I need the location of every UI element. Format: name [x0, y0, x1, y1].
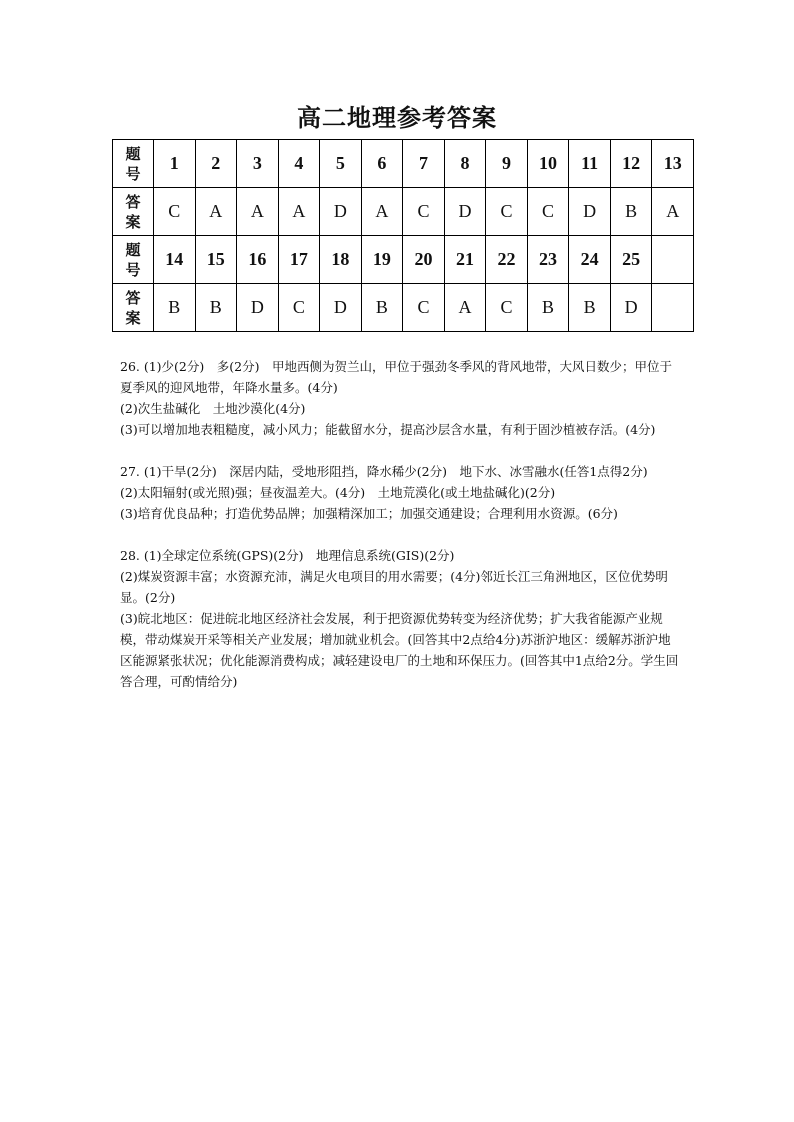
answer-28 [120, 545, 682, 692]
answer-cell: C [403, 284, 445, 332]
question-number-cell: 4 [278, 140, 320, 188]
answer-cell: C [486, 284, 528, 332]
row-header-answer: 答 案 [113, 284, 154, 332]
question-number-cell: 25 [610, 236, 652, 284]
question-number-cell: 3 [237, 140, 279, 188]
question-number-cell: 16 [237, 236, 279, 284]
answer-cell: D [320, 188, 362, 236]
answer-27-part-2: (2)太阳辐射(或光照)强；昼夜温差大。(4分) 土地荒漠化(或土地盐碱化)(2分) [120, 485, 556, 500]
answer-cell: C [403, 188, 445, 236]
question-number-cell: 11 [569, 140, 611, 188]
answer-cell: C [278, 284, 320, 332]
answer-cell: A [361, 188, 403, 236]
question-number-row [113, 236, 694, 284]
spacer [120, 440, 682, 461]
answer-row [113, 284, 694, 332]
question-number-cell: 22 [486, 236, 528, 284]
answer-cell: A [195, 188, 237, 236]
question-number-cell: 9 [486, 140, 528, 188]
answer-27 [120, 461, 682, 524]
question-number-cell: 19 [361, 236, 403, 284]
answer-26-part-1: 26. (1)少(2分) 多(2分) 甲地西侧为贺兰山，甲位于强劲冬季风的背风地带，大风日数少；甲位于夏季风的迎风地带，年降水量多。(4分) [120, 359, 672, 395]
question-number-cell: 2 [195, 140, 237, 188]
answer-cell: B [361, 284, 403, 332]
question-number-cell [652, 236, 694, 284]
answer-cell: C [486, 188, 528, 236]
answer-row [113, 188, 694, 236]
answer-27-part-1: 27. (1)干旱(2分) 深居内陆，受地形阻挡，降水稀少(2分) 地下水、冰雪融水(任答1点得2分) [120, 464, 648, 479]
question-number-cell: 18 [320, 236, 362, 284]
question-number-cell: 23 [527, 236, 569, 284]
question-number-cell: 8 [444, 140, 486, 188]
row-header-question: 题 号 [113, 236, 154, 284]
answer-cell [652, 284, 694, 332]
answer-cell: D [237, 284, 279, 332]
question-number-cell: 12 [610, 140, 652, 188]
question-number-cell: 7 [403, 140, 445, 188]
question-number-cell: 1 [154, 140, 196, 188]
row-header-question: 题 号 [113, 140, 154, 188]
question-number-cell: 6 [361, 140, 403, 188]
answer-cell: B [569, 284, 611, 332]
spacer [120, 524, 682, 545]
answer-cell: D [569, 188, 611, 236]
answer-28-part-3: (3)皖北地区：促进皖北地区经济社会发展，利于把资源优势转变为经济优势；扩大我省能源产业规模，带动煤炭开采等相关产业发展；增加就业机会。(回答其中2点给4分)苏浙沪地区：缓解苏浙沪地区能源紧张状况；优化能源消费构成；减轻建设电厂的土地和环保压力。(回答其中1点给2分。学生回答合理，可酌情给分) [120, 611, 679, 689]
question-number-cell: 21 [444, 236, 486, 284]
answer-28-part-1: 28. (1)全球定位系统(GPS)(2分) 地理信息系统(GIS)(2分) [120, 548, 455, 563]
question-number-cell: 20 [403, 236, 445, 284]
answer-cell: A [237, 188, 279, 236]
answer-cell: B [527, 284, 569, 332]
question-number-cell: 15 [195, 236, 237, 284]
row-header-answer: 答 案 [113, 188, 154, 236]
question-number-cell: 10 [527, 140, 569, 188]
question-number-row [113, 140, 694, 188]
question-number-cell: 24 [569, 236, 611, 284]
question-number-cell: 14 [154, 236, 196, 284]
answer-cell: D [444, 188, 486, 236]
answer-cell: A [652, 188, 694, 236]
answer-cell: C [154, 188, 196, 236]
answer-content [120, 356, 682, 692]
answer-26 [120, 356, 682, 440]
answer-26-part-3: (3)可以增加地表粗糙度，减小风力；能截留水分，提高沙层含水量，有利于固沙植被存活。(4分) [120, 422, 656, 437]
question-number-cell: 13 [652, 140, 694, 188]
page-title: 高二地理参考答案 [297, 103, 497, 132]
answer-cell: D [320, 284, 362, 332]
answer-cell: A [444, 284, 486, 332]
answer-cell: C [527, 188, 569, 236]
answer-cell: B [195, 284, 237, 332]
question-number-cell: 5 [320, 140, 362, 188]
answer-cell: A [278, 188, 320, 236]
answer-27-part-3: (3)培育优良品种；打造优势品牌；加强精深加工；加强交通建设；合理利用水资源。(6分) [120, 506, 618, 521]
answer-table [112, 139, 694, 332]
answer-cell: B [154, 284, 196, 332]
answer-28-part-2: (2)煤炭资源丰富；水资源充沛，满足火电项目的用水需要；(4分)邻近长江三角洲地区，区位优势明显。(2分) [120, 569, 668, 605]
answer-26-part-2: (2)次生盐碱化 土地沙漠化(4分) [120, 401, 306, 416]
question-number-cell: 17 [278, 236, 320, 284]
answer-cell: B [610, 188, 652, 236]
answer-cell: D [610, 284, 652, 332]
